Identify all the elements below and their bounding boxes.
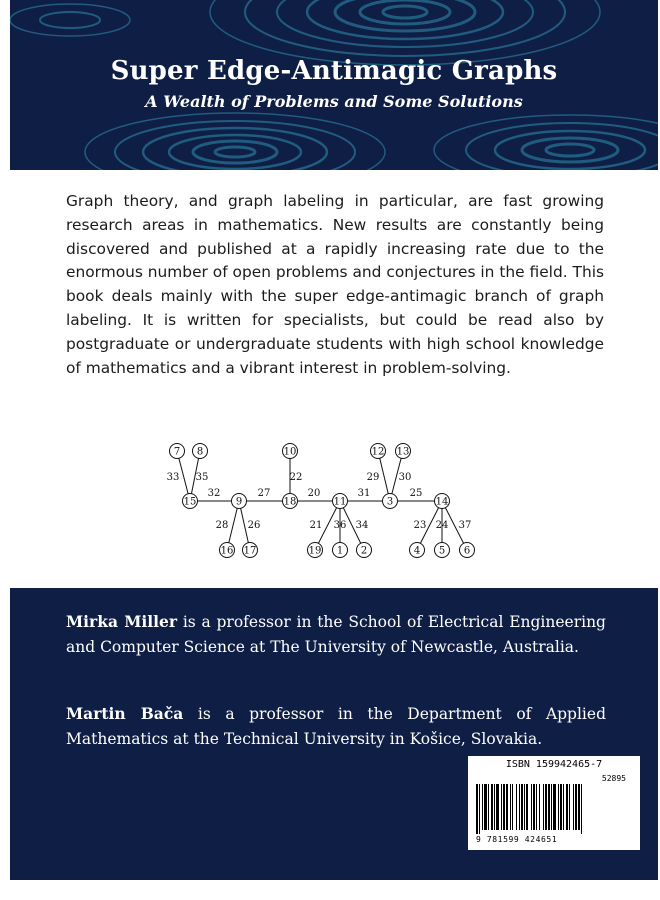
price-code: 52895 [601,774,626,783]
graph-vertex [396,444,411,459]
vertex-label: 16 [220,545,234,557]
edge-label: 35 [195,472,209,483]
vertex-label: 14 [435,496,449,508]
isbn-number: ISBN 159942465-7 [505,759,603,770]
edge-label: 36 [333,520,347,531]
vertex-label: 19 [308,545,322,557]
title-band [10,0,658,170]
edge-label: 30 [398,472,412,483]
edge-label: 23 [413,520,427,531]
graph-vertex [243,543,258,558]
graph-illustration [160,438,490,566]
description-text: Graph theory, and graph labeling in particular, are fast growing research areas in mathematics. New results are constantly being discovered and published at a rapidly increasing rate due to the enormous number of open problems and conjectures in the field. This book deals mainly with the super edge-antimagic branch of graph labeling. It is written for specialists, but could be read also by postgraduate or undergraduate students with high school knowledge of mathematics and a vibrant interest in problem-solving. [66,192,604,377]
vertex-label: 18 [283,496,297,508]
edge-label: 37 [458,520,472,531]
edge-label: 27 [257,488,271,499]
graph-vertex [308,543,323,558]
vertex-label: 10 [283,446,297,458]
edge-label: 26 [247,520,261,531]
edge-label: 20 [307,488,321,499]
vertex-label: 12 [371,446,385,458]
book-subtitle: A Wealth of Problems and Some Solutions [145,92,523,111]
vertex-label: 11 [333,496,347,508]
barcode-bars [474,784,636,834]
graph-vertex [232,494,247,509]
graph-vertex [435,543,450,558]
author-bio-text: is a professor in the Department of Applied Mathematics at the Technical University in Košice, Slovakia. [66,705,606,748]
book-title: Super Edge-Antimagic Graphs [110,56,558,86]
vertex-label: 3 [386,496,394,508]
vertex-label: 13 [396,446,410,458]
graph-vertex [410,543,425,558]
back-cover [10,0,658,880]
edge-label: 28 [215,520,229,531]
graph-vertex [193,444,208,459]
edge-label: 34 [355,520,369,531]
barcode-digits: 9 781599 424651 [476,835,558,844]
graph-vertex [183,494,198,509]
author-band [10,588,658,880]
graph-vertex [383,494,398,509]
edge-label: 24 [435,520,449,531]
graph-vertex [435,494,450,509]
vertex-label: 15 [183,496,197,508]
vertex-label: 7 [173,446,181,458]
vertex-label: 5 [438,545,446,557]
edge-label: 31 [357,488,371,499]
graph-vertex [170,444,185,459]
isbn-barcode [468,756,640,850]
author-bio-text: is a professor in the School of Electrical Engineering and Computer Science at The University of Newcastle, Australia. [66,613,606,656]
graph-vertex [220,543,235,558]
graph-vertex [283,444,298,459]
edge-label: 25 [409,488,423,499]
graph-vertex [333,543,348,558]
graph-vertex [283,494,298,509]
vertex-label: 6 [463,545,471,557]
edge-label: 29 [366,472,380,483]
author-name: Mirka Miller [66,612,178,631]
graph-vertex [333,494,348,509]
vertex-label: 9 [235,496,243,508]
edge-label: 21 [309,520,323,531]
vertex-label: 4 [413,545,421,557]
author-bio-miller [66,610,606,659]
edge-label: 33 [166,472,180,483]
vertex-label: 8 [196,446,204,458]
vertex-label: 17 [243,545,257,557]
author-name: Martin Bača [66,704,184,723]
edge-label: 22 [289,472,303,483]
vertex-label: 2 [360,545,368,557]
author-bio-baca [66,702,606,751]
edge-label: 32 [207,488,221,499]
vertex-label: 1 [336,545,344,557]
graph-vertex [371,444,386,459]
graph-vertex [460,543,475,558]
graph-vertex [357,543,372,558]
book-description [66,190,604,380]
